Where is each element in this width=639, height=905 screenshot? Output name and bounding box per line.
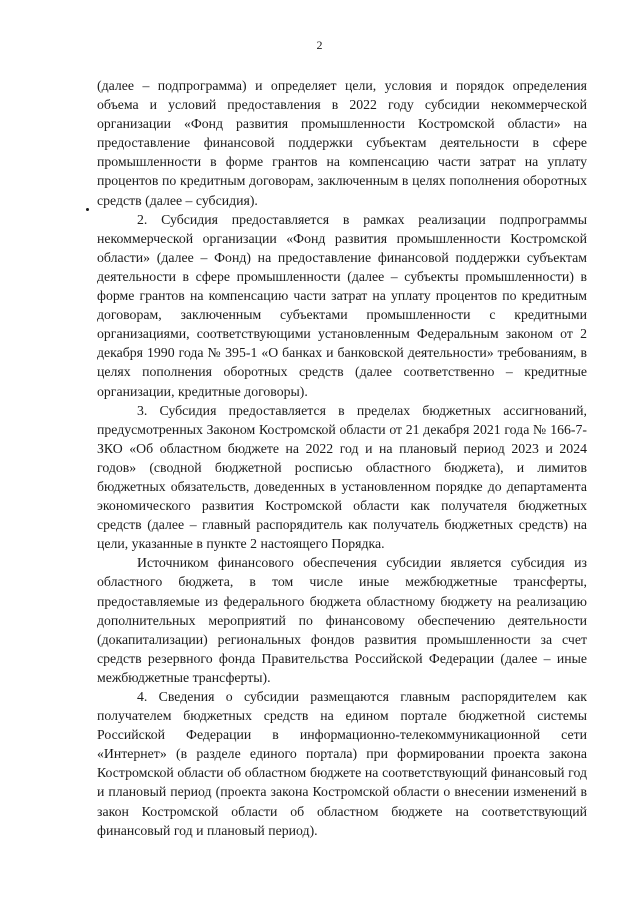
page-number: 2 — [316, 38, 323, 52]
paragraph-funding-source: Источником финансового обеспечения субсидии является субсидия из областного бюджета, в том числе иные межбюджетные трансферты, предоставляемые из федерального бюджета областному бюджету на реализацию дополнительных мероприятий по финансовому обеспечению деятельности (докапитализации) региональных фондов развития промышленности за счет средств резервного фонда Правительства Российской Федерации (далее – иные межбюджетные трансферты). — [97, 555, 587, 685]
paragraph-item-4: 4. Сведения о субсидии размещаются главным распорядителем как получателем бюджетных средств на едином портале бюджетной системы Российской Федерации в информационно-телекоммуникационной сети «Интернет» (в разделе единого портала) при формировании проекта закона Костромской области об областном бюджете на соответствующий финансовый год и плановый период (проекта закона Костромской области о внесении изменений в закон Костромской области об областном бюджете на соответствующий финансовый год и плановый период). — [97, 689, 587, 838]
paragraph-continuation: (далее – подпрограмма) и определяет цели, условия и порядок определения объема и условий предоставления в 2022 году субсидии некоммерческой организации «Фонд развития промышленности Костромской области» на предоставление финансовой поддержки субъектам деятельности в сфере промышленности в форме грантов на компенсацию части затрат на уплату процентов по кредитным договорам, заключенным в целях пополнения оборотных средств (далее – субсидия). — [97, 78, 587, 208]
paragraph-item-2: 2. Субсидия предоставляется в рамках реализации подпрограммы некоммерческой организации «Фонд развития промышленности Костромской области» (далее – Фонд) на предоставление финансовой поддержки субъектам деятельности в сфере промышленности (далее – субъекты промышленности) в форме грантов на компенсацию части затрат на уплату процентов по кредитным договорам, заключенным субъектами промышленности с кредитными организациями, соответствующими установленным Федеральным законом от 2 декабря 1990 года № 395-1 «О банках и банковской деятельности» требованиям, в целях пополнения оборотных средств (далее соответственно – кредитные организации, кредитные договоры). — [97, 211, 587, 399]
margin-dot-mark — [86, 208, 89, 211]
paragraph-item-3: 3. Субсидия предоставляется в пределах бюджетных ассигнований, предусмотренных Законом Костромской области от 21 декабря 2021 года № 166-7-ЗКО «Об областном бюджете на 2022 год и на плановый период 2023 и 2024 годов» (сводной бюджетной росписью областного бюджета), и лимитов бюджетных обязательств, доведенных в установленном порядке до департамента экономического развития Костромской области как получателя бюджетных средств (далее – главный распорядитель как получатель бюджетных средств) на цели, указанные в пункте 2 настоящего Порядка. — [97, 402, 587, 552]
document-body — [97, 76, 587, 840]
